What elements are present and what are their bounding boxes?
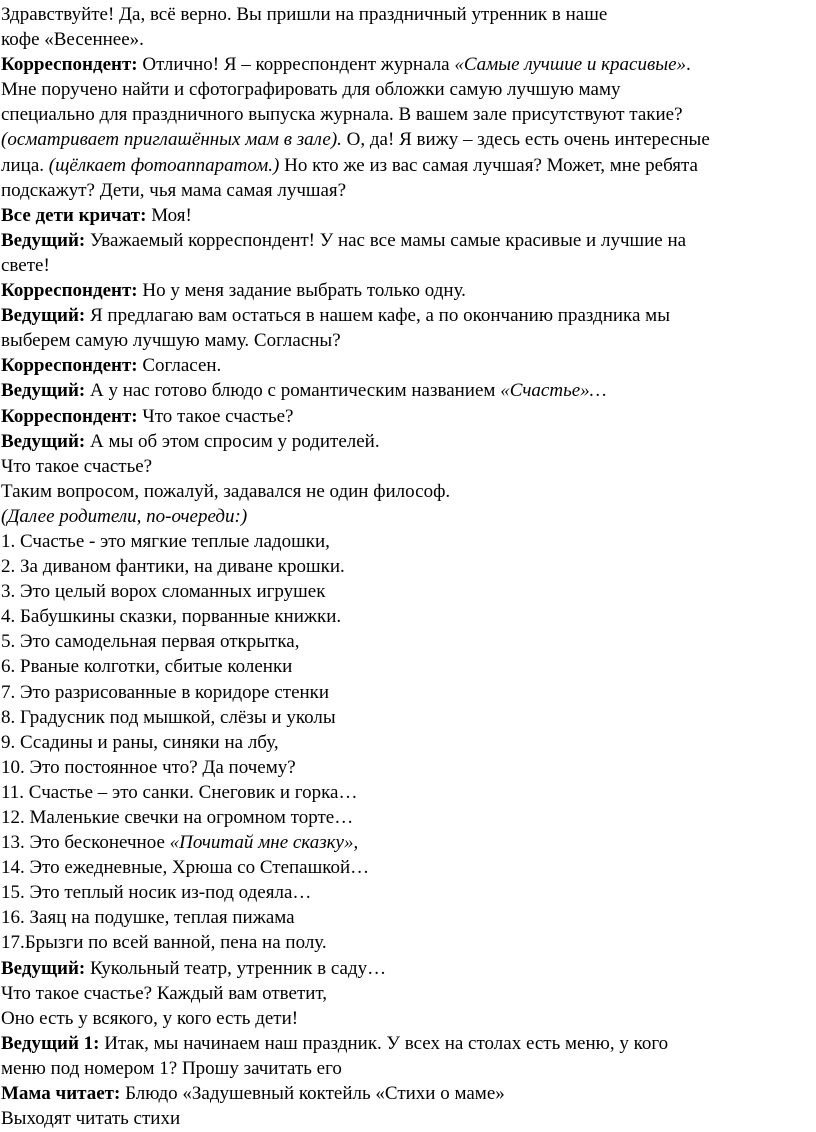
text-run: 12. Маленькие свечки на огромном торте… [1,807,354,828]
text-run: 10. Это постоянное что? Да почему? [1,756,296,778]
text-line [1,981,816,1006]
speaker-label: Все дети кричат: [1,204,147,226]
speaker-label: Ведущий: [1,229,86,251]
text-line [1,278,816,303]
text-run: подскажут? Дети, чья мама самая лучшая? [1,179,347,201]
text-run: специально для праздничного выпуска журнала. В вашем зале присутствуют такие? [1,104,683,126]
text-line [1,529,816,554]
text-line [1,303,816,328]
text-run: Здравствуйте! Да, всё верно. Вы пришли на праздничный утренник в наше [1,4,608,25]
text-run: лица. [1,154,49,176]
stage-direction: «Почитай мне сказку» [169,832,354,854]
text-run: Но кто же из вас самая лучшая? Может, мне ребята [279,154,698,176]
text-line [1,629,816,654]
text-line [1,905,816,930]
text-line [1,680,816,705]
text-line [1,52,816,77]
text-line [1,328,816,353]
text-run: свете! [1,254,50,276]
text-run: 13. Это бесконечное [1,832,170,854]
speaker-label: Корреспондент: [1,280,138,302]
speaker-label: Корреспондент: [1,355,138,377]
speaker-label: Ведущий: [1,380,86,402]
text-run: Блюдо «Задушевный коктейль «Стихи о маме» [120,1083,505,1105]
text-run: выберем самую лучшую маму. Согласны? [1,330,341,352]
text-line [1,730,816,755]
text-line [1,830,816,855]
text-run: Отлично! Я – корреспондент журнала [137,54,455,76]
text-run: 5. Это самодельная первая открытка, [1,631,300,653]
speaker-label: Корреспондент: [1,405,138,427]
text-line [1,127,816,152]
text-run: Что такое счастье? Каждый вам ответит, [1,982,328,1004]
text-run: меню под номером 1? Прошу зачитать его [1,1057,342,1079]
stage-direction: (щёлкает фотоаппаратом.) [48,154,280,176]
stage-direction: «Самые лучшие и красивые» [454,54,687,76]
text-run: Но у меня задание выбрать только одну. [137,280,466,302]
text-run: 9. Ссадины и раны, синяки на лбу, [1,731,279,753]
text-line [1,1031,816,1056]
text-run: 1. Счастье - это мягкие теплые ладошки, [1,530,330,552]
text-line [1,956,816,981]
text-line [1,554,816,579]
text-run: кофе «Весеннее». [1,29,144,51]
text-run: 8. Градусник под мышкой, слёзы и уколы [1,706,336,728]
speaker-label: Ведущий 1: [1,1032,100,1054]
text-line [1,178,816,203]
text-line [1,930,816,955]
text-line [1,27,816,52]
text-run: Согласен. [137,355,222,377]
text-line [1,1056,816,1081]
text-line [1,228,816,253]
text-line [1,780,816,805]
text-run: 17.Брызги по всей ванной, пена на полу. [1,932,327,954]
text-line [1,2,816,27]
text-line [1,654,816,679]
text-line [1,1006,816,1031]
text-run: Оно есть у всякого, у кого есть дети! [1,1007,299,1029]
text-run: , [353,832,359,854]
text-run: Таким вопросом, пожалуй, задавался не один философ. [1,480,451,502]
speaker-label: Корреспондент: [1,54,138,76]
text-run: Уважаемый корреспондент! У нас все мамы самые красивые и лучшие на [85,229,687,251]
stage-direction: (осматривает приглашённых мам в зале). [1,129,342,151]
text-run: Мне поручено найти и сфотографировать для обложки самую лучшую маму [1,79,621,101]
speaker-label: Мама читает: [1,1083,121,1105]
text-run: 3. Это целый ворох сломанных игрушек [1,581,326,603]
text-run: А мы об этом спросим у родителей. [85,430,380,452]
text-run: Что такое счастье? [137,405,294,427]
text-line [1,755,816,780]
text-line [1,102,816,127]
speaker-label: Ведущий: [1,430,86,452]
text-line [1,705,816,730]
text-run: 4. Бабушкины сказки, порванные книжки. [1,606,342,628]
text-run: 15. Это теплый носик из-под одеяла… [1,882,312,904]
text-line [1,855,816,880]
text-line [1,504,816,529]
text-line [1,77,816,102]
text-run: Кукольный театр, утренник в саду… [85,957,387,979]
text-line [1,579,816,604]
text-line [1,454,816,479]
text-line [1,404,816,429]
text-run: О, да! Я вижу – здесь есть очень интересные [341,129,710,151]
speaker-label: Ведущий: [1,305,86,327]
text-line [1,880,816,905]
text-run: Выходят читать стихи [1,1108,181,1130]
text-line [1,153,816,178]
text-line [1,1106,816,1131]
text-run: А у нас готово блюдо с романтическим названием [85,380,501,402]
text-run: Что такое счастье? [1,455,153,477]
text-run: 11. Счастье – это санки. Снеговик и горка… [1,781,358,803]
text-line [1,203,816,228]
text-run: 16. Заяц на подушке, теплая пижама [1,907,295,929]
text-run: 2. За диваном фантики, на диване крошки. [1,556,345,578]
text-run: 6. Рваные колготки, сбитые коленки [1,656,293,678]
text-line [1,353,816,378]
speaker-label: Ведущий: [1,957,86,979]
stage-direction: (Далее родители, по-очереди:) [1,505,248,527]
text-line [1,604,816,629]
text-line [1,429,816,454]
text-line [1,479,816,504]
text-line [1,253,816,278]
text-run: Я предлагаю вам остаться в нашем кафе, а по окончанию праздника мы [85,305,670,327]
text-run: . [686,54,691,76]
text-line [1,378,816,403]
text-run: Моя! [146,204,192,226]
text-run: 7. Это разрисованные в коридоре стенки [1,681,330,703]
text-run: Итак, мы начинаем наш праздник. У всех на столах есть меню, у кого [99,1032,669,1054]
text-line [1,1081,816,1106]
stage-direction: «Счастье»… [500,380,607,402]
text-line [1,805,816,830]
text-run: 14. Это ежедневные, Хрюша со Степашкой… [1,857,370,879]
